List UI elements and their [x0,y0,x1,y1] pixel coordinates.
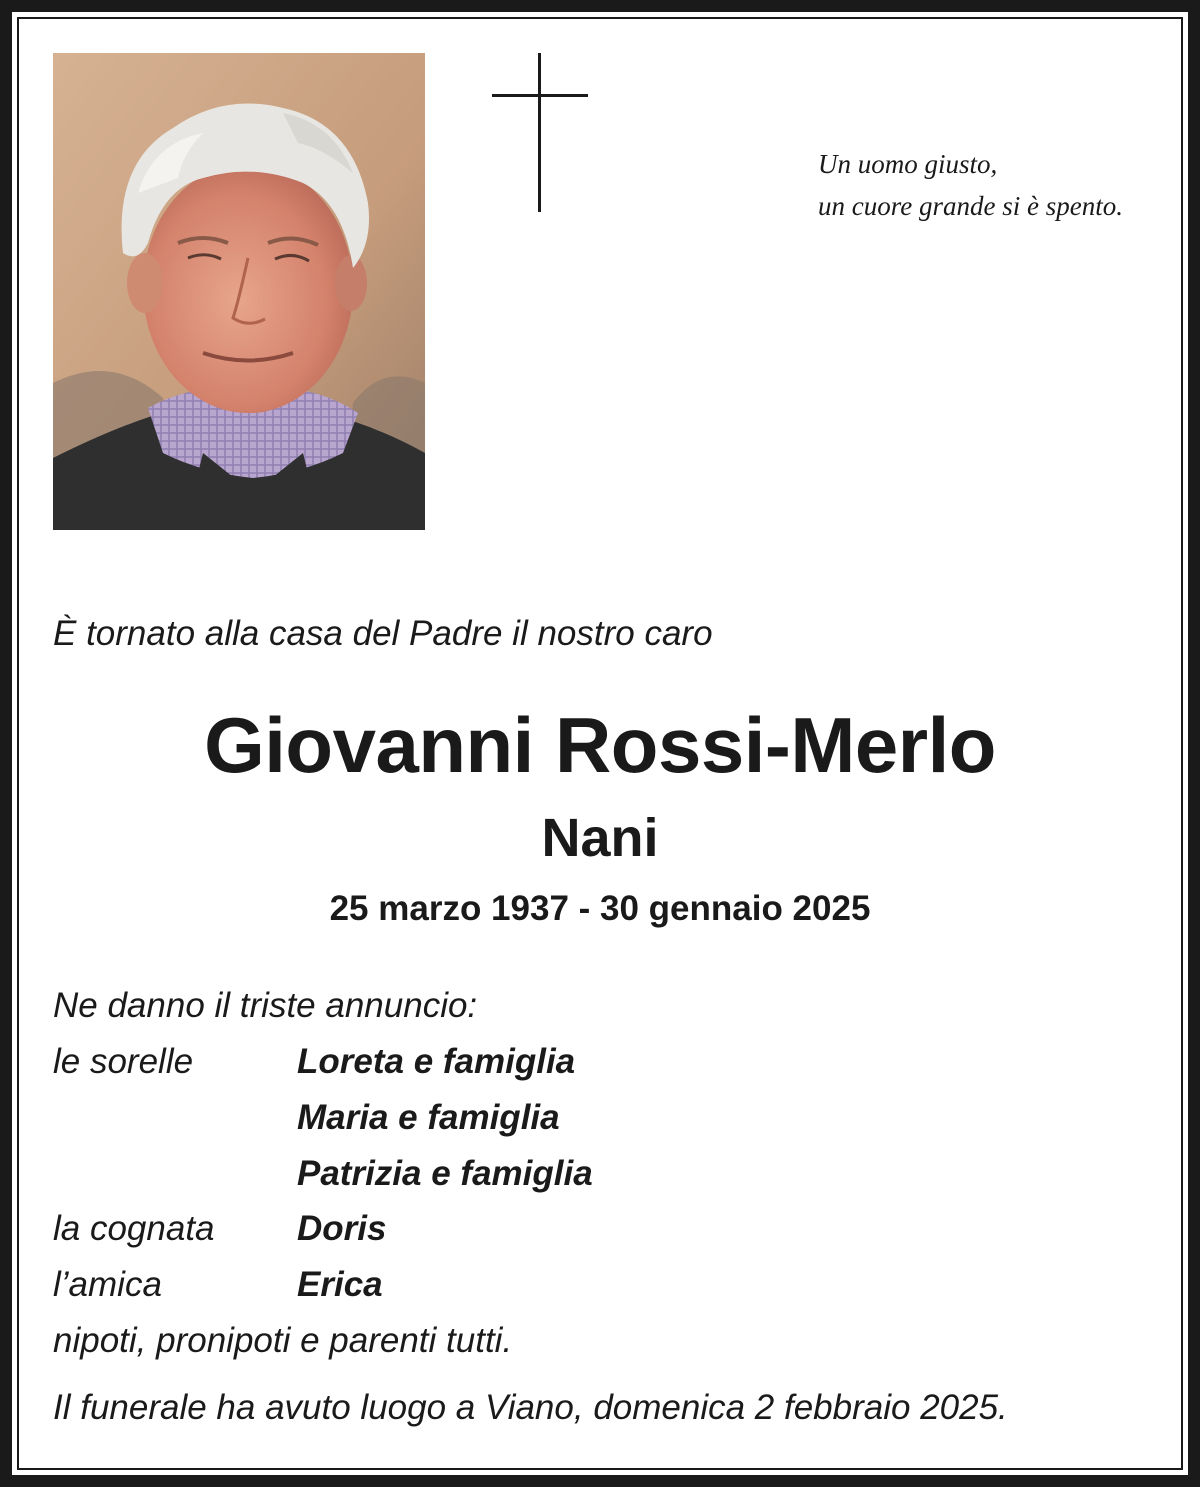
quote-line-2: un cuore grande si è spento. [818,191,1123,221]
cross-icon-bar [492,94,588,97]
relatives-line: nipoti, pronipoti e parenti tutti. [53,1321,513,1360]
announcement-heading: Ne danno il triste annuncio: [53,986,478,1025]
mourner-relation: la cognata [53,1209,215,1248]
quote-line-1: Un uomo giusto, [818,149,998,179]
mourner-names: Patrizia e famiglia [297,1154,593,1193]
epitaph-quote [818,143,1158,227]
deceased-name: Giovanni Rossi-Merlo [204,701,996,789]
mourner-relation: le sorelle [53,1042,194,1081]
deceased-nickname: Nani [541,808,659,868]
mourner-names: Erica [297,1265,383,1304]
mourner-relation: l’amica [53,1265,162,1304]
cross-icon [538,53,541,212]
mourner-names: Loreta e famiglia [297,1042,576,1081]
mourner-names: Maria e famiglia [297,1098,560,1137]
intro-text: È tornato alla casa del Padre il nostro caro [53,614,713,653]
mourner-names: Doris [297,1209,387,1248]
life-dates: 25 marzo 1937 - 30 gennaio 2025 [329,889,871,928]
funeral-notice: Il funerale ha avuto luogo a Viano, domenica 2 febbraio 2025. [53,1388,1008,1427]
portrait-photo [53,53,425,530]
